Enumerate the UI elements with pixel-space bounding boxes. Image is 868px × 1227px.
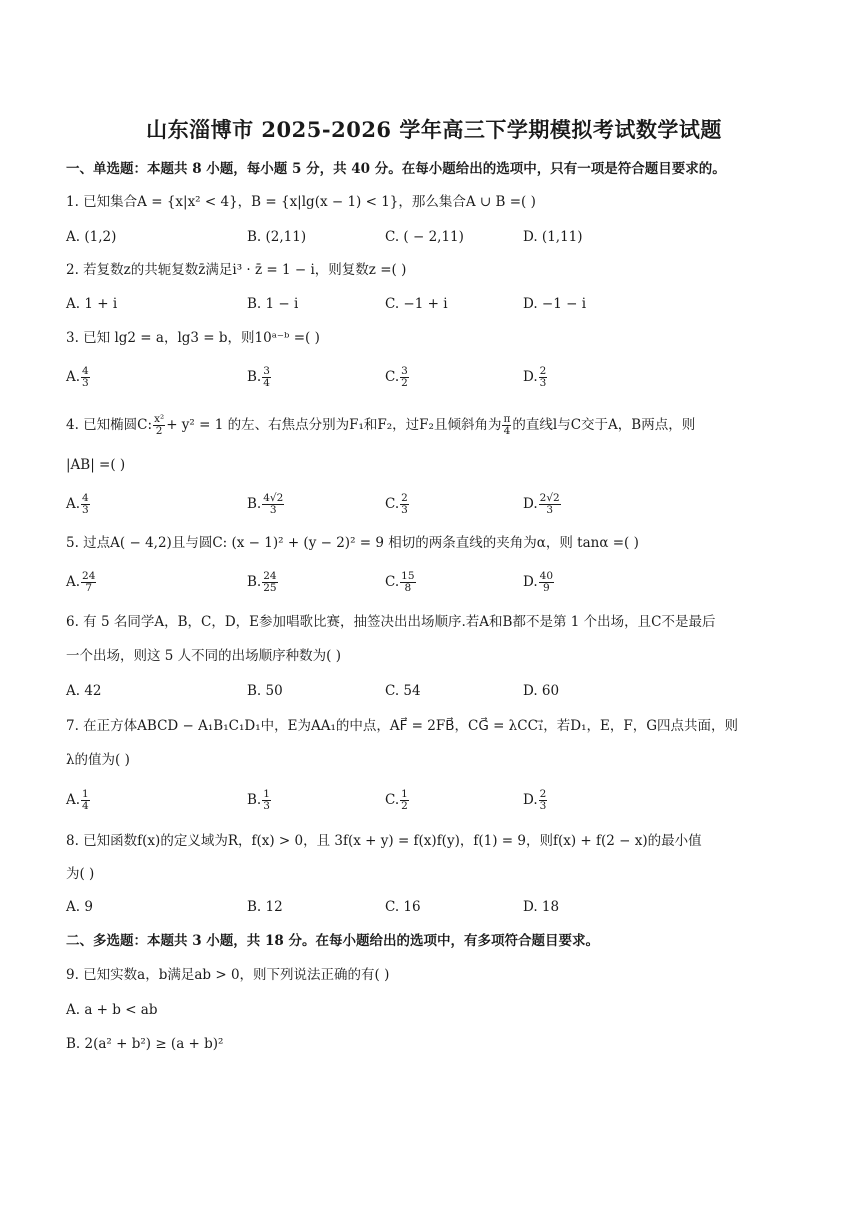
fraction-denominator: 3 xyxy=(269,504,277,516)
question-6-option-c[interactable]: C. 54 xyxy=(385,683,421,699)
question-8-stem-line1: 8. 已知函数f(x)的定义域为R，f(x) > 0，且 3f(x + y) = f(x)f(y)，f(1) = 9，则f(x) + f(2 − x)的最小值 xyxy=(66,833,702,849)
fraction xyxy=(400,366,409,389)
question-4-option-a[interactable] xyxy=(66,493,91,516)
fraction-numerator: 2√2 xyxy=(539,492,560,504)
fraction xyxy=(81,789,90,812)
fraction-denominator: 4 xyxy=(503,425,511,437)
option-label: C. xyxy=(385,792,400,808)
fraction-numerator: 15 xyxy=(401,570,415,582)
fraction-numerator: 2 xyxy=(539,788,547,800)
fraction xyxy=(400,571,415,594)
question-3-option-b[interactable] xyxy=(247,366,272,389)
question-4-option-d[interactable] xyxy=(523,493,562,516)
question-1-stem: 1. 已知集合A = {x|x² < 4}，B = {x|lg(x − 1) < 1}，那么集合A ∪ B =( ) xyxy=(66,194,536,210)
option-label: D. xyxy=(523,369,538,385)
question-6-stem-line2: 一个出场，则这 5 人不同的出场顺序种数为( ) xyxy=(66,648,341,664)
fraction xyxy=(153,414,165,437)
fraction xyxy=(262,789,271,812)
fraction-denominator: 8 xyxy=(404,582,412,594)
question-4-stem-part2: + y² = 1 的左、右焦点分别为F₁和F₂，过F₂且倾斜角为 xyxy=(166,417,502,433)
fraction-denominator: 4 xyxy=(82,800,89,812)
question-7-stem-line1: 7. 在正方体ABCD − A₁B₁C₁D₁中，E为AA₁的中点，AF⃗ = 2FB⃗，CG⃗ = λCC₁⃗，若D₁，E，F，G四点共面，则 xyxy=(66,718,739,734)
question-4-option-c[interactable] xyxy=(385,493,410,516)
fraction-denominator: 3 xyxy=(82,377,89,389)
question-1-option-d[interactable]: D. (1,11) xyxy=(523,229,583,245)
section-single-choice: 一、单选题：本题共 8 小题，每小题 5 分，共 40 分。在每小题给出的选项中，只有一项是符合题目要求的。 xyxy=(66,161,726,177)
question-5-option-c[interactable] xyxy=(385,571,417,594)
question-4-stem xyxy=(66,414,695,437)
fraction xyxy=(81,571,96,594)
question-5-option-a[interactable] xyxy=(66,571,97,594)
question-8-option-a[interactable]: A. 9 xyxy=(66,899,93,915)
question-1-option-c[interactable]: C. ( − 2,11) xyxy=(385,229,464,245)
fraction-denominator: 3 xyxy=(82,504,89,516)
fraction-denominator: 3 xyxy=(263,800,270,812)
question-3-option-d[interactable] xyxy=(523,366,548,389)
option-label: D. xyxy=(523,574,538,590)
fraction-numerator: 1 xyxy=(401,788,408,800)
option-label: A. xyxy=(66,369,81,385)
fraction-denominator: 25 xyxy=(263,582,277,594)
fraction-denominator: 2 xyxy=(401,377,408,389)
question-2-option-a[interactable]: A. 1 + i xyxy=(66,296,118,312)
section-multiple-choice: 二、多选题：本题共 3 小题，共 18 分。在每小题给出的选项中，有多项符合题目要求。 xyxy=(66,933,599,949)
question-2-stem: 2. 若复数z的共轭复数z̄满足i³ · z̄ = 1 − i，则复数z =( ) xyxy=(66,262,407,278)
option-label: B. xyxy=(247,574,262,590)
question-5-option-d[interactable] xyxy=(523,571,555,594)
fraction-numerator: 3 xyxy=(263,365,270,377)
fraction xyxy=(81,493,90,516)
question-7-option-c[interactable] xyxy=(385,789,410,812)
option-label: B. xyxy=(247,369,262,385)
fraction xyxy=(262,571,277,594)
fraction-numerator: 1 xyxy=(263,788,270,800)
fraction xyxy=(400,493,409,516)
question-9-option-a[interactable]: A. a + b < ab xyxy=(66,1002,158,1018)
option-label: D. xyxy=(523,496,538,512)
option-label: C. xyxy=(385,574,400,590)
question-4-option-b[interactable] xyxy=(247,493,285,516)
question-5-stem: 5. 过点A( − 4,2)且与圆C: (x − 1)² + (y − 2)² = 9 相切的两条直线的夹角为α，则 tanα =( ) xyxy=(66,535,639,551)
fraction-numerator: 3 xyxy=(401,365,408,377)
question-1-option-b[interactable]: B. (2,11) xyxy=(247,229,307,245)
fraction-numerator: 24 xyxy=(82,570,96,582)
question-3-option-a[interactable] xyxy=(66,366,91,389)
fraction-denominator: 3 xyxy=(539,800,547,812)
question-5-option-b[interactable] xyxy=(247,571,279,594)
fraction-numerator: 24 xyxy=(263,570,277,582)
fraction-denominator: 3 xyxy=(546,504,554,516)
fraction-numerator: 2 xyxy=(539,365,547,377)
option-label: A. xyxy=(66,792,81,808)
fraction-numerator: 40 xyxy=(539,570,554,582)
question-2-option-c[interactable]: C. −1 + i xyxy=(385,296,448,312)
question-7-option-a[interactable] xyxy=(66,789,91,812)
option-label: A. xyxy=(66,496,81,512)
question-3-option-c[interactable] xyxy=(385,366,410,389)
fraction-numerator: 4√2 xyxy=(263,492,284,504)
question-6-option-d[interactable]: D. 60 xyxy=(523,683,560,699)
question-9-stem: 9. 已知实数a，b满足ab > 0，则下列说法正确的有( ) xyxy=(66,967,390,983)
page-title: 山东淄博市 2025-2026 学年高三下学期模拟考试数学试题 xyxy=(146,117,722,142)
fraction-denominator: 9 xyxy=(542,582,550,594)
fraction-denominator: 3 xyxy=(401,504,408,516)
question-4-stem-part3: 的直线l与C交于A，B两点，则 xyxy=(512,417,696,433)
question-2-option-b[interactable]: B. 1 − i xyxy=(247,296,299,312)
question-9-option-b[interactable]: B. 2(a² + b²) ≥ (a + b)² xyxy=(66,1036,224,1052)
fraction xyxy=(262,366,271,389)
fraction xyxy=(539,571,554,594)
question-4-stem-part1: 4. 已知椭圆C: xyxy=(66,417,153,433)
question-8-stem-line2: 为( ) xyxy=(66,866,95,882)
fraction xyxy=(400,789,409,812)
fraction xyxy=(539,493,561,516)
question-3-stem: 3. 已知 lg2 = a，lg3 = b，则10ᵃ⁻ᵇ =( ) xyxy=(66,330,320,346)
fraction-denominator: 3 xyxy=(539,377,547,389)
question-8-option-b[interactable]: B. 12 xyxy=(247,899,283,915)
fraction-numerator: 4 xyxy=(82,365,89,377)
fraction-denominator: 4 xyxy=(263,377,270,389)
fraction-numerator: π xyxy=(503,413,511,425)
option-label: D. xyxy=(523,792,538,808)
question-7-option-b[interactable] xyxy=(247,789,272,812)
question-7-option-d[interactable] xyxy=(523,789,548,812)
fraction xyxy=(539,366,548,389)
option-label: C. xyxy=(385,496,400,512)
fraction-denominator: 2 xyxy=(401,800,408,812)
question-6-option-a[interactable]: A. 42 xyxy=(66,683,102,699)
fraction-numerator: 2 xyxy=(401,492,408,504)
fraction xyxy=(539,789,548,812)
question-7-stem-line2: λ的值为( ) xyxy=(66,752,130,768)
question-8-option-c[interactable]: C. 16 xyxy=(385,899,421,915)
fraction xyxy=(262,493,284,516)
option-label: C. xyxy=(385,369,400,385)
question-6-stem-line1: 6. 有 5 名同学A，B，C，D，E参加唱歌比赛，抽签决出出场顺序.若A和B都不是第 1 个出场，且C不是最后 xyxy=(66,614,716,630)
fraction-denominator: 7 xyxy=(85,582,93,594)
option-label: A. xyxy=(66,574,81,590)
fraction xyxy=(81,366,90,389)
fraction-numerator: 4 xyxy=(82,492,89,504)
fraction-numerator: 1 xyxy=(82,788,89,800)
question-1-option-a[interactable]: A. (1,2) xyxy=(66,229,117,245)
question-4-stem-line2: |AB| =( ) xyxy=(66,457,126,473)
question-6-option-b[interactable]: B. 50 xyxy=(247,683,283,699)
question-8-option-d[interactable]: D. 18 xyxy=(523,899,560,915)
option-label: B. xyxy=(247,792,262,808)
question-2-option-d[interactable]: D. −1 − i xyxy=(523,296,587,312)
option-label: B. xyxy=(247,496,262,512)
fraction-denominator: 2 xyxy=(155,425,163,437)
fraction xyxy=(502,414,511,437)
fraction-numerator: x² xyxy=(154,413,165,425)
